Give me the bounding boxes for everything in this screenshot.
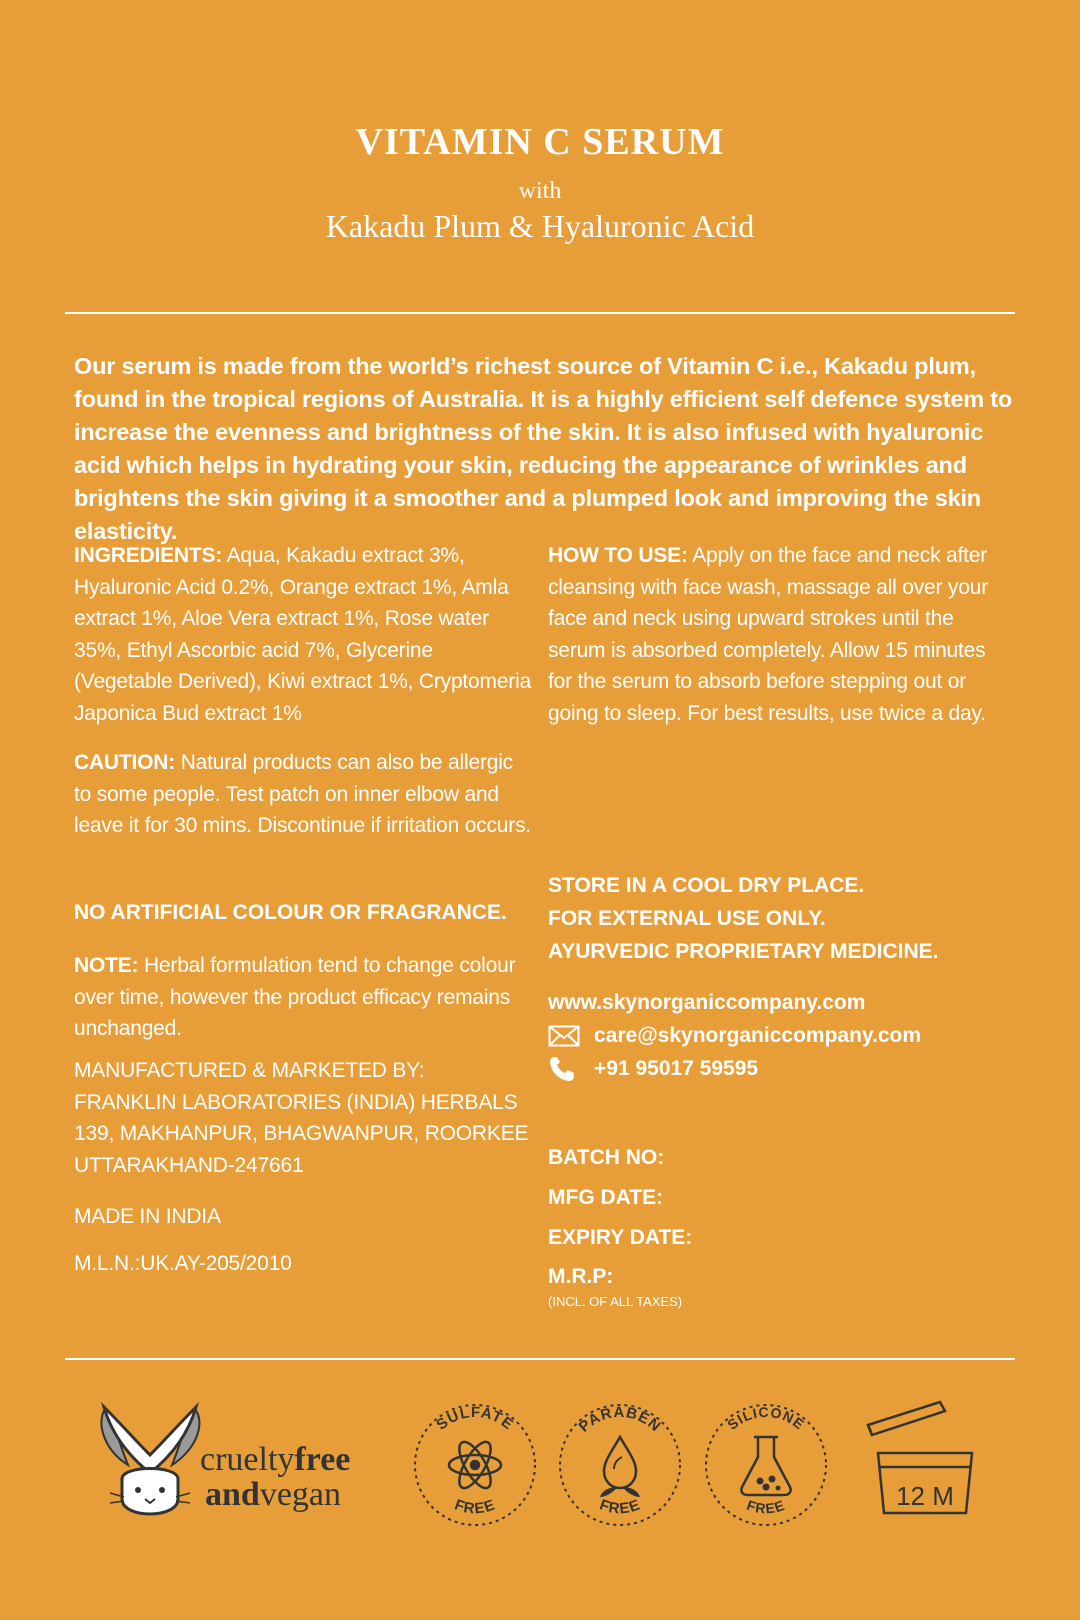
- note-label: NOTE:: [74, 954, 139, 977]
- free-text: free: [294, 1441, 351, 1478]
- mrp-note: (INCL. OF ALL TAXES): [548, 1294, 683, 1309]
- caution-text: Natural products can also be allergic to some people. Test patch on inner elbow and leave it for 30 mins. Discontinue if irritation occurs.: [74, 751, 532, 837]
- note-text: Herbal formulation tend to change colour over time, however the product efficacy remains unchanged.: [74, 954, 516, 1040]
- how-to-use-label: HOW TO USE:: [548, 544, 688, 567]
- drop-leaf-icon: [600, 1437, 640, 1497]
- how-to-use-block: [548, 540, 1008, 729]
- ingredients-text: Aqua, Kakadu extract 3%, Hyaluronic Acid 0.2%, Orange extract 1%, Amla extract 1%, Aloe Vera extract 1%, Rose water 35%, Ethyl Ascorbic acid 7%, Glycerine (Vegetable Derived), Kiwi extract 1%, Cryptomeria Japonica Bud extract 1%: [74, 544, 532, 725]
- svg-text:SILICONE: [724, 1404, 807, 1433]
- how-to-use-text: Apply on the face and neck after cleansing with face wash, massage all over your face and neck using upward strokes until the serum is absorbed completely. Allow 15 minutes for the serum to absorb before stepping out or going to sleep. For best results, use twice a day.: [548, 544, 988, 725]
- phone-row: [548, 1052, 1008, 1085]
- mln-number: M.L.N.:UK.AY-205/2010: [74, 1252, 292, 1275]
- product-description: Our serum is made from the world’s richest source of Vitamin C i.e., Kakadu plum, found in the tropical regions of Australia. It is a highly efficient self defence system to increase the evenness and brightness of the skin. It is also infused with hyaluronic acid which helps in hydrating your skin, reducing the appearance of wrinkles and brightens the skin giving it a smoother and a plumped look and improving the skin elasticity.: [74, 353, 1013, 544]
- phone-icon: [548, 1055, 580, 1083]
- top-divider: [65, 312, 1015, 314]
- paraben-free-badge: [560, 1404, 680, 1525]
- website-row: [548, 986, 1008, 1019]
- atom-icon: [449, 1437, 501, 1492]
- batch-no: BATCH NO:: [548, 1146, 665, 1169]
- ingredients-label: INGREDIENTS:: [74, 544, 223, 567]
- caution-label: CAUTION:: [74, 751, 176, 774]
- sulfate-label: SULFATE: [433, 1403, 517, 1434]
- bottom-divider: [65, 1358, 1015, 1360]
- expiry-date: EXPIRY DATE:: [548, 1226, 693, 1249]
- website-link[interactable]: www.skynorganiccompany.com: [548, 991, 866, 1014]
- no-artificial-notice: NO ARTIFICIAL COLOUR OR FRAGRANCE.: [74, 901, 507, 924]
- note-block: [74, 950, 534, 1045]
- manufacturer-block: [74, 1055, 544, 1181]
- contact-block: [548, 986, 1008, 1085]
- manufacturer-line-3: 139, MAKHANPUR, BHAGWANPUR, ROORKEE: [74, 1122, 529, 1145]
- sulfate-free-label: FREE: [452, 1496, 498, 1518]
- svg-text:andvegan: [205, 1476, 341, 1513]
- flask-icon: [741, 1437, 790, 1495]
- manufacturer-line-2: FRANKLIN LABORATORIES (INDIA) HERBALS: [74, 1090, 518, 1114]
- mail-icon: [548, 1025, 580, 1047]
- bunny-icon: [101, 1407, 199, 1514]
- open-jar-icon: [868, 1402, 972, 1513]
- silicone-free-badge: [706, 1404, 826, 1525]
- paraben-free-label: FREE: [597, 1496, 643, 1518]
- ingredients-block: [74, 540, 534, 729]
- storage-block: [548, 869, 1008, 968]
- silicone-free-label: FREE: [744, 1496, 788, 1517]
- mfg-date: MFG DATE:: [548, 1186, 664, 1209]
- mrp: M.R.P:: [548, 1265, 614, 1288]
- and-text: and: [205, 1476, 260, 1513]
- product-subtitle: Kakadu Plum & Hyaluronic Acid: [325, 208, 755, 244]
- svg-text:SULFATE: [433, 1404, 516, 1434]
- pao-label: 12 M: [896, 1481, 954, 1511]
- svg-text:crueltyfree: [200, 1441, 350, 1478]
- storage-line-1: STORE IN A COOL DRY PLACE.: [548, 874, 865, 897]
- sulfate-free-badge: [415, 1404, 535, 1525]
- svg-text:FREE: [452, 1496, 498, 1517]
- storage-line-3: AYURVEDIC PROPRIETARY MEDICINE.: [548, 940, 939, 963]
- manufacturer-line-4: UTTARAKHAND-247661: [74, 1153, 304, 1177]
- svg-text:FREE: [745, 1497, 787, 1517]
- email-row: [548, 1019, 1008, 1052]
- certification-badges: [0, 1395, 1080, 1545]
- svg-text:FREE: [597, 1496, 643, 1517]
- cruelty-text: cruelty: [200, 1441, 295, 1478]
- product-with: with: [518, 178, 562, 204]
- silicone-label: SILICONE: [724, 1403, 808, 1433]
- vegan-text: vegan: [259, 1476, 342, 1513]
- cruelty-free-badge: [101, 1407, 350, 1514]
- product-title: VITAMIN C SERUM: [355, 121, 725, 163]
- email-link[interactable]: care@skynorganiccompany.com: [594, 1024, 922, 1047]
- storage-line-2: FOR EXTERNAL USE ONLY.: [548, 907, 826, 930]
- paraben-label: PARABEN: [575, 1403, 665, 1436]
- phone-number[interactable]: +91 95017 59595: [594, 1057, 759, 1080]
- svg-text:PARABEN: [576, 1404, 665, 1436]
- manufacturer-line-1: MANUFACTURED & MARKETED BY:: [74, 1059, 425, 1082]
- made-in: MADE IN INDIA: [74, 1205, 221, 1228]
- caution-block: [74, 747, 534, 842]
